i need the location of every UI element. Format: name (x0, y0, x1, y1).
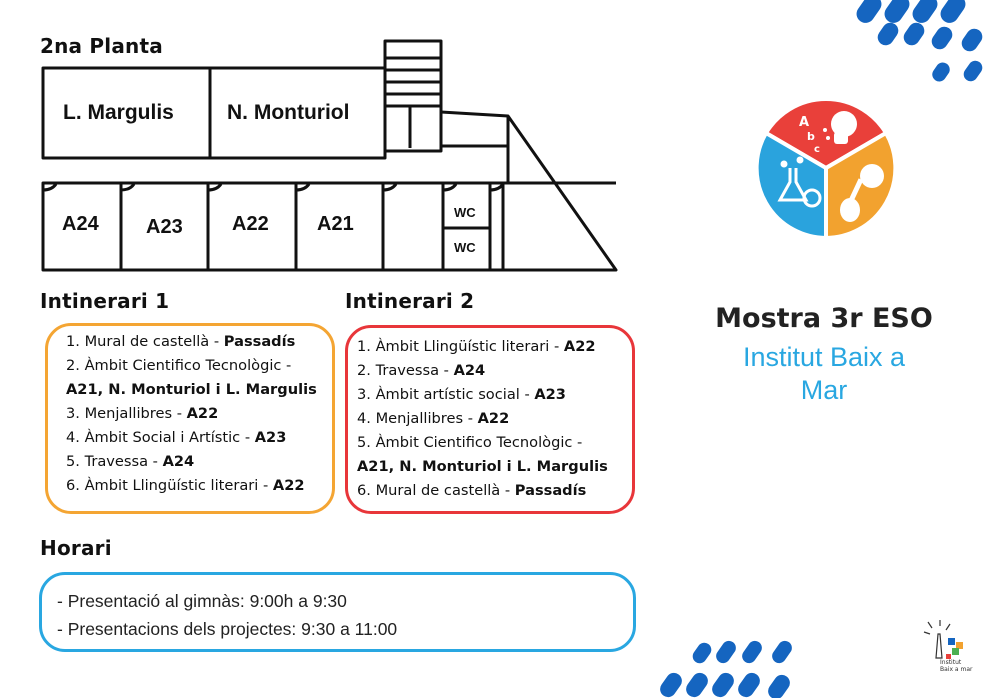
institute-small-logo-text-2: Baix a mar (940, 666, 973, 673)
list-item: 4. Menjallibres - A22 (357, 410, 510, 427)
horari-list (57, 587, 397, 643)
school-circle-logo (754, 98, 898, 238)
list-item: 1. Mural de castellà - Passadís (66, 333, 296, 350)
list-item: 3. Menjallibres - A22 (66, 405, 219, 422)
list-item: 2. Travessa - A24 (357, 362, 486, 379)
list-item: 5. Àmbit Cientifico Tecnològic - (357, 434, 583, 451)
itinerari-1-list (66, 330, 317, 498)
list-item: 5. Travessa - A24 (66, 453, 195, 470)
list-item: 1. Àmbit Llingüístic literari - A22 (357, 338, 596, 355)
room-l-margulis: L. Margulis (63, 101, 174, 124)
list-item: 2. Àmbit Cientifico Tecnològic - (66, 357, 292, 374)
list-item: - Presentacions dels projectes: 9:30 a 11:00 (57, 619, 398, 639)
itinerari-1-title: Intinerari 1 (40, 289, 170, 313)
list-item: 6. Àmbit Llingüístic literari - A22 (66, 477, 305, 494)
list-item: 3. Àmbit artístic social - A23 (357, 386, 566, 403)
floor-plan (38, 38, 623, 278)
room-n-monturiol: N. Monturiol (227, 101, 350, 124)
list-item: 6. Mural de castellà - Passadís (357, 482, 587, 499)
itinerari-2-list (357, 335, 608, 503)
svg-text:c: c (814, 144, 820, 155)
event-title: Mostra 3r ESO (715, 303, 933, 334)
room-a24: A24 (62, 213, 99, 235)
decorative-dots-top-right (840, 0, 991, 100)
list-item: 4. Àmbit Social i Artístic - A23 (66, 429, 287, 446)
decorative-dots-bottom (655, 636, 825, 698)
room-a23: A23 (146, 216, 183, 238)
svg-text:A: A (799, 115, 810, 130)
itinerari-2-title: Intinerari 2 (345, 289, 475, 313)
list-item: A21, N. Monturiol i L. Margulis (66, 381, 317, 398)
list-item: A21, N. Monturiol i L. Margulis (357, 458, 608, 475)
svg-text:b: b (807, 130, 815, 143)
room-wc-1: WC (454, 205, 476, 220)
room-a21: A21 (317, 213, 354, 235)
room-a22: A22 (232, 213, 269, 235)
institution-name-line-2: Mar (800, 375, 848, 405)
floor-plan-title: 2na Planta (40, 34, 163, 58)
room-wc-2: WC (454, 240, 476, 255)
list-item: - Presentació al gimnàs: 9:00h a 9:30 (57, 591, 347, 611)
institute-small-logo-text-1: Institut (940, 659, 962, 666)
horari-title: Horari (40, 536, 112, 560)
institution-name-line-1: Institut Baix a (742, 342, 906, 372)
